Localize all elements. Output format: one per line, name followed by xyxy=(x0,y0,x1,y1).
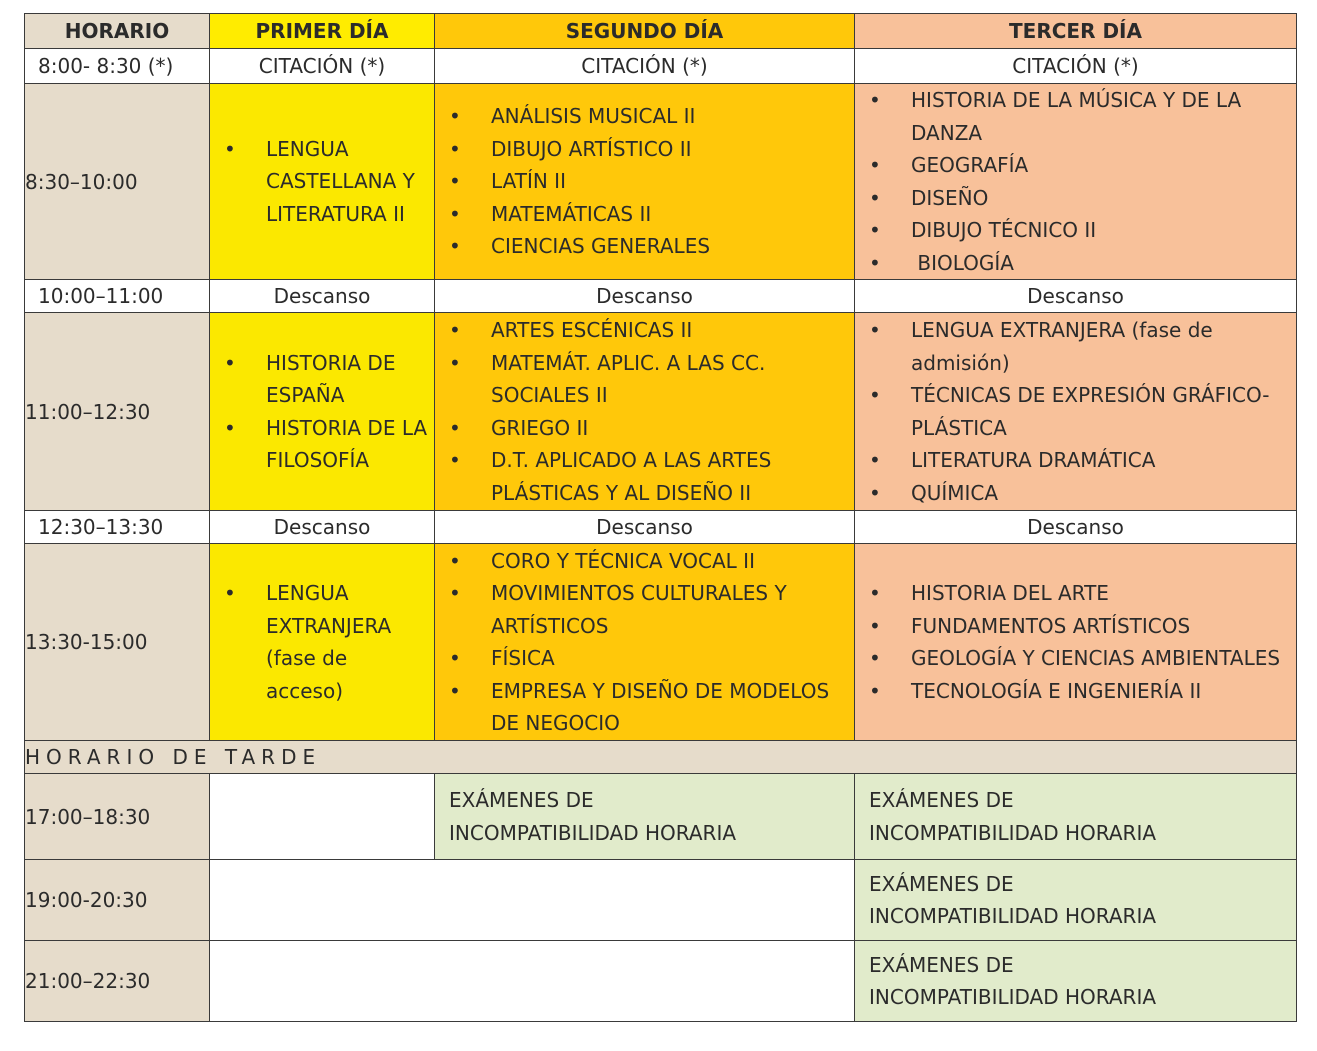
break2-day3: Descanso xyxy=(855,511,1297,544)
block2-row xyxy=(25,313,1297,511)
break1-day2: Descanso xyxy=(435,280,855,313)
break2-day2: Descanso xyxy=(435,511,855,544)
exam-line: INCOMPATIBILIDAD HORARIA xyxy=(869,904,1157,928)
exam-line: INCOMPATIBILIDAD HORARIA xyxy=(869,820,1157,845)
exam-line: INCOMPATIBILIDAD HORARIA xyxy=(449,820,737,845)
subject-item: • GEOGRAFÍA xyxy=(911,149,1290,182)
afternoon-row3 xyxy=(25,941,1297,1022)
afternoon-header-row xyxy=(25,741,1297,774)
block2-day3-subjects xyxy=(855,314,1296,509)
subject-item: • LENGUA EXTRANJERA (fase de acceso) xyxy=(266,577,428,707)
afternoon-row1-day3-exam xyxy=(855,784,1296,849)
break1-day1: Descanso xyxy=(210,280,435,313)
block2-day2-cell xyxy=(435,313,855,511)
subject-item: • LATÍN II xyxy=(491,165,848,198)
header-day3: TERCER DÍA xyxy=(855,14,1297,49)
afternoon-row2-empty xyxy=(210,860,855,941)
afternoon-row2-time: 19:00-20:30 xyxy=(25,860,210,941)
subject-item: • CORO Y TÉCNICA VOCAL II xyxy=(491,545,848,578)
subject-item: • HISTORIA DEL ARTE xyxy=(911,577,1290,610)
subject-item: • BIOLOGÍA xyxy=(911,247,1290,280)
afternoon-row3-day3-cell xyxy=(855,941,1297,1022)
block1-day1-cell xyxy=(210,84,435,280)
subject-item: • ANÁLISIS MUSICAL II xyxy=(491,100,848,133)
break1-time: 10:00–11:00 xyxy=(25,280,210,313)
subject-item: • GEOLOGÍA Y CIENCIAS AMBIENTALES xyxy=(911,642,1290,675)
subject-item: • EMPRESA Y DISEÑO DE MODELOS DE NEGOCIO xyxy=(491,675,848,740)
exam-line: EXÁMENES DE xyxy=(869,788,1014,812)
block3-day1-subjects xyxy=(210,577,434,707)
subject-item: • MATEMÁTICAS II xyxy=(491,198,848,231)
subject-item: • FÍSICA xyxy=(491,642,848,675)
subject-item: • LENGUA CASTELLANA Y LITERATURA II xyxy=(266,133,428,231)
subject-item: • LENGUA EXTRANJERA (fase de admisión) xyxy=(911,314,1290,379)
block2-time: 11:00–12:30 xyxy=(25,313,210,511)
header-day2: SEGUNDO DÍA xyxy=(435,14,855,49)
block1-day1-subjects xyxy=(210,133,434,231)
header-row xyxy=(25,14,1297,49)
block1-day2-cell xyxy=(435,84,855,280)
block2-day2-subjects xyxy=(435,314,854,509)
afternoon-row1-day1-empty xyxy=(210,774,435,860)
afternoon-row1-day2-cell xyxy=(435,774,855,860)
break1-row xyxy=(25,280,1297,313)
break2-time: 12:30–13:30 xyxy=(25,511,210,544)
exam-schedule-table xyxy=(24,13,1297,1022)
block3-day2-subjects xyxy=(435,545,854,740)
block2-day3-cell xyxy=(855,313,1297,511)
afternoon-row1-day2-exam xyxy=(435,784,854,849)
block3-day3-subjects xyxy=(855,577,1296,707)
subject-item: • ARTES ESCÉNICAS II xyxy=(491,314,848,347)
break1-day3: Descanso xyxy=(855,280,1297,313)
subject-item: • CIENCIAS GENERALES xyxy=(491,230,848,263)
subject-item: • TECNOLOGÍA E INGENIERÍA II xyxy=(911,675,1290,708)
block1-time: 8:30–10:00 xyxy=(25,84,210,280)
block1-day2-subjects xyxy=(435,100,854,263)
subject-item: • MATEMÁT. APLIC. A LAS CC. SOCIALES II xyxy=(491,347,848,412)
afternoon-row3-time: 21:00–22:30 xyxy=(25,941,210,1022)
block3-day2-cell xyxy=(435,544,855,741)
block3-time: 13:30-15:00 xyxy=(25,544,210,741)
subject-item: • GRIEGO II xyxy=(491,412,848,445)
header-day1: PRIMER DÍA xyxy=(210,14,435,49)
afternoon-row3-day3-exam xyxy=(855,949,1296,1014)
citation-time: 8:00- 8:30 (*) xyxy=(25,49,210,84)
subject-item: • MOVIMIENTOS CULTURALES Y ARTÍSTICOS xyxy=(491,577,848,642)
subject-item: • DIBUJO TÉCNICO II xyxy=(911,214,1290,247)
block1-day3-subjects xyxy=(855,84,1296,279)
block2-day1-subjects xyxy=(210,347,434,477)
exam-line: EXÁMENES DE xyxy=(449,788,594,812)
afternoon-row1-day3-cell xyxy=(855,774,1297,860)
afternoon-row3-empty xyxy=(210,941,855,1022)
exam-line: INCOMPATIBILIDAD HORARIA xyxy=(869,985,1157,1009)
afternoon-row1 xyxy=(25,774,1297,860)
citation-day2: CITACIÓN (*) xyxy=(435,49,855,84)
subject-item: • HISTORIA DE ESPAÑA xyxy=(266,347,428,412)
afternoon-row1-time: 17:00–18:30 xyxy=(25,774,210,860)
exam-line: EXÁMENES DE xyxy=(869,871,1014,896)
block3-day3-cell xyxy=(855,544,1297,741)
subject-item: • DIBUJO ARTÍSTICO II xyxy=(491,133,848,166)
subject-item: • FUNDAMENTOS ARTÍSTICOS xyxy=(911,610,1290,643)
block3-day1-cell xyxy=(210,544,435,741)
afternoon-row2 xyxy=(25,860,1297,941)
afternoon-label: HORARIO DE TARDE xyxy=(25,741,1297,774)
citation-row xyxy=(25,49,1297,84)
block2-day1-cell xyxy=(210,313,435,511)
break2-row xyxy=(25,511,1297,544)
subject-item: • TÉCNICAS DE EXPRESIÓN GRÁFICO-PLÁSTICA xyxy=(911,379,1290,444)
citation-day3: CITACIÓN (*) xyxy=(855,49,1297,84)
break2-day1: Descanso xyxy=(210,511,435,544)
block1-day3-cell xyxy=(855,84,1297,280)
subject-item: • DISEÑO xyxy=(911,182,1290,215)
subject-item: • HISTORIA DE LA FILOSOFÍA xyxy=(266,412,428,477)
afternoon-row2-day3-exam xyxy=(855,868,1296,933)
subject-item: • LITERATURA DRAMÁTICA xyxy=(911,444,1290,477)
subject-item: • QUÍMICA xyxy=(911,477,1290,510)
subject-item: • D.T. APLICADO A LAS ARTES PLÁSTICAS Y AL DISEÑO II xyxy=(491,444,848,509)
subject-item: • HISTORIA DE LA MÚSICA Y DE LA DANZA xyxy=(911,84,1290,149)
citation-day1: CITACIÓN (*) xyxy=(210,49,435,84)
header-time: HORARIO xyxy=(25,14,210,49)
exam-line: EXÁMENES DE xyxy=(869,952,1014,977)
block3-row xyxy=(25,544,1297,741)
afternoon-row2-day3-cell xyxy=(855,860,1297,941)
block1-row xyxy=(25,84,1297,280)
